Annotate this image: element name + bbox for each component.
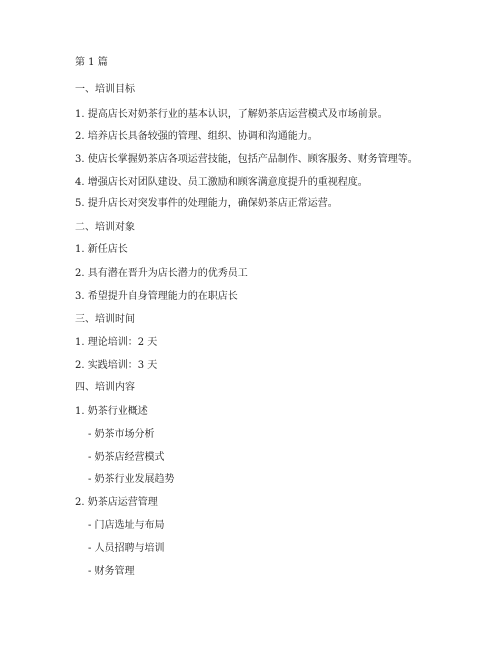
section-heading-audience: 二、培训对象 xyxy=(75,222,135,233)
list-subitem: - 财务管理 xyxy=(88,566,135,577)
list-subitem: - 奶茶店经营模式 xyxy=(88,452,165,463)
list-item: 2. 奶茶店运营管理 xyxy=(75,497,158,508)
section-heading-schedule: 三、培训时间 xyxy=(75,314,135,325)
list-item: 2. 具有潜在晋升为店长潜力的优秀员工 xyxy=(75,268,248,279)
list-subitem: - 奶茶市场分析 xyxy=(88,429,155,440)
section-heading-goals: 一、培训目标 xyxy=(75,84,135,95)
list-subitem: - 人员招聘与培训 xyxy=(88,543,165,554)
list-item: 1. 提高店长对奶茶行业的基本认识，了解奶茶店运营模式及市场前景。 xyxy=(75,109,388,120)
list-item: 5. 提升店长对突发事件的处理能力，确保奶茶店正常运营。 xyxy=(75,198,338,209)
list-item: 4. 增强店长对团队建设、员工激励和顾客满意度提升的重视程度。 xyxy=(75,177,368,188)
section-heading-content: 四、培训内容 xyxy=(75,382,135,393)
list-item: 3. 希望提升自身管理能力的在职店长 xyxy=(75,291,238,302)
list-item: 1. 新任店长 xyxy=(75,244,128,255)
list-item: 1. 奶茶行业概述 xyxy=(75,406,148,417)
document-header: 第 1 篇 xyxy=(75,57,108,68)
list-subitem: - 奶茶行业发展趋势 xyxy=(88,474,175,485)
list-item: 2. 培养店长具备较强的管理、组织、协调和沟通能力。 xyxy=(75,131,318,142)
list-item: 1. 理论培训：2 天 xyxy=(75,337,158,348)
list-item: 2. 实践培训：3 天 xyxy=(75,360,158,371)
list-subitem: - 门店选址与布局 xyxy=(88,520,165,531)
list-item: 3. 使店长掌握奶茶店各项运营技能，包括产品制作、顾客服务、财务管理等。 xyxy=(75,154,418,165)
